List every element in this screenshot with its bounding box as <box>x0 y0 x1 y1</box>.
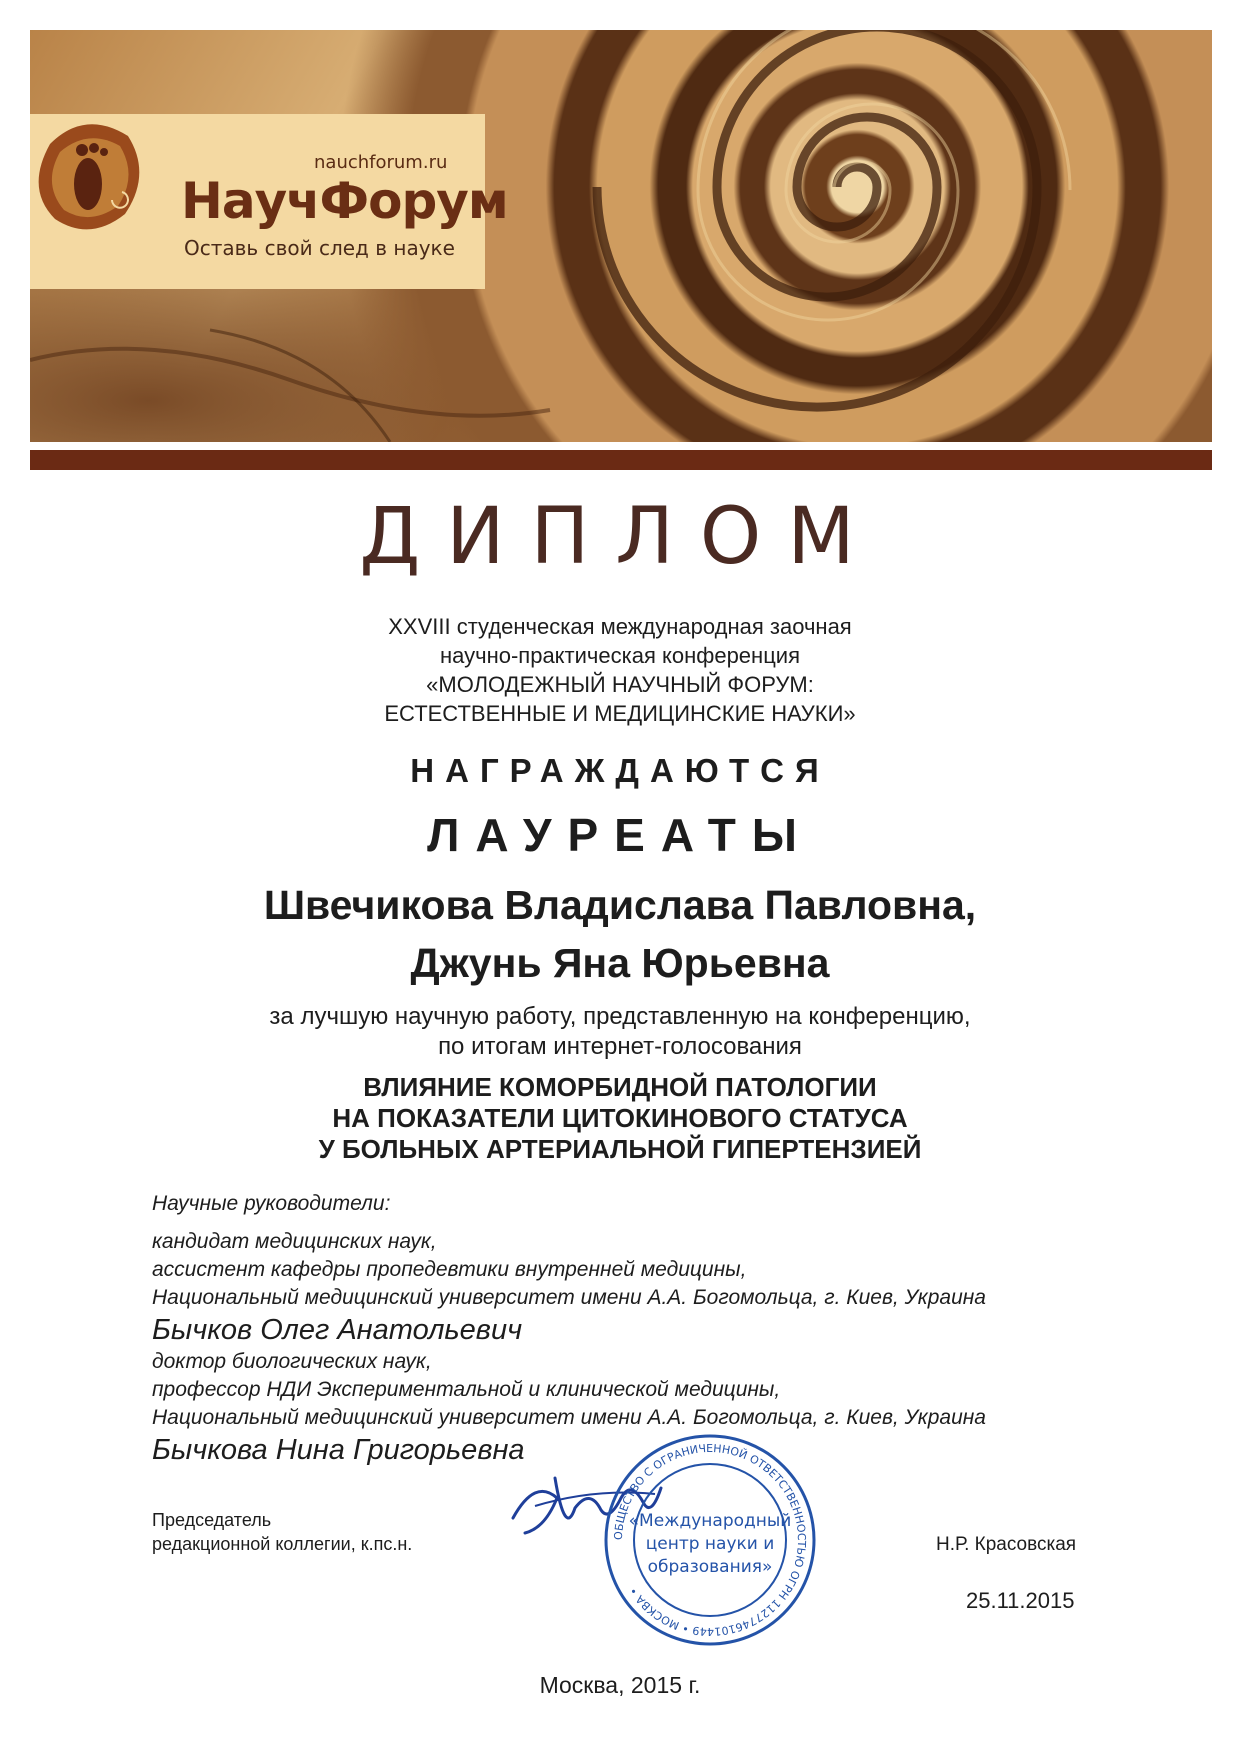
work-title-line: НА ПОКАЗАТЕЛИ ЦИТОКИНОВОГО СТАТУСА <box>332 1103 908 1133</box>
conference-line: «МОЛОДЕЖНЫЙ НАУЧНЫЙ ФОРУМ: <box>426 672 814 697</box>
stamp-text-line: образования» <box>647 1557 773 1577</box>
supervisor-org: Национальный медицинский университет имени А.А. Богомольца, г. Киев, Украина <box>152 1406 986 1429</box>
conference-line: ЕСТЕСТВЕННЫЕ И МЕДИЦИНСКИЕ НАУКИ» <box>384 701 856 726</box>
supervisor-name: Бычков Олег Анатольевич <box>152 1314 523 1346</box>
header-banner <box>30 30 1212 442</box>
conference-info <box>0 612 1240 728</box>
supervisors-heading: Научные руководители: <box>152 1192 391 1215</box>
stamp-ring-text: ОБЩЕСТВО С ОГРАНИЧЕННОЙ ОТВЕТСТВЕННОСТЬЮ ОГРН 1127746101449 • МОСКВА • <box>611 1441 809 1639</box>
laureate-name: Джунь Яна Юрьевна <box>410 940 830 986</box>
chair-title-line: редакционной коллегии, к.пс.н. <box>152 1534 413 1554</box>
logo-name: НаучФорум <box>181 172 508 230</box>
conference-line: научно-практическая конференция <box>439 643 800 668</box>
chair-title-line: Председатель <box>152 1510 272 1530</box>
logo-box <box>30 114 508 289</box>
awarded-heading: НАГРАЖДАЮТСЯ <box>410 752 830 789</box>
stamp-seal <box>600 1430 820 1650</box>
chair-title <box>152 1508 412 1556</box>
award-reason <box>0 1002 1240 1062</box>
logo-url: nauchforum.ru <box>314 152 448 173</box>
supervisors-block <box>152 1190 986 1468</box>
laureate-names <box>0 876 1240 992</box>
laureate-name: Швечикова Владислава Павловна, <box>263 882 977 928</box>
supervisor-position: профессор НДИ Экспериментальной и клинической медицины, <box>152 1378 781 1401</box>
supervisor-position: ассистент кафедры пропедевтики внутренней медицины, <box>152 1258 747 1281</box>
conference-line: XXVIII студенческая международная заочная <box>388 614 852 639</box>
chair-name: Н.Р. Красовская <box>936 1534 1077 1555</box>
reason-line: по итогам интернет-голосования <box>438 1033 802 1060</box>
stamp-text-line: центр науки и <box>645 1534 775 1554</box>
work-title <box>0 1072 1240 1165</box>
supervisor-org: Национальный медицинский университет имени А.А. Богомольца, г. Киев, Украина <box>152 1286 986 1309</box>
work-title-line: У БОЛЬНЫХ АРТЕРИАЛЬНОЙ ГИПЕРТЕНЗИЕЙ <box>318 1134 922 1164</box>
supervisor-name: Бычкова Нина Григорьевна <box>152 1434 525 1466</box>
footprint-stone-icon <box>30 114 148 234</box>
reason-line: за лучшую научную работу, представленную на конференцию, <box>269 1003 971 1030</box>
laureates-heading: ЛАУРЕАТЫ <box>427 809 813 861</box>
supervisor-degree: доктор биологических наук, <box>152 1350 432 1373</box>
work-title-line: ВЛИЯНИЕ КОМОРБИДНОЙ ПАТОЛОГИИ <box>363 1072 877 1102</box>
stamp-text-line: «Международный <box>628 1511 792 1531</box>
supervisor-degree: кандидат медицинских наук, <box>152 1230 437 1253</box>
brand-strip <box>30 450 1212 470</box>
diploma-title: ДИПЛОМ <box>359 492 881 582</box>
issue-place: Москва, 2015 г. <box>539 1672 701 1698</box>
issue-date: 25.11.2015 <box>966 1588 1075 1613</box>
logo-tagline: Оставь свой след в науке <box>184 236 455 260</box>
